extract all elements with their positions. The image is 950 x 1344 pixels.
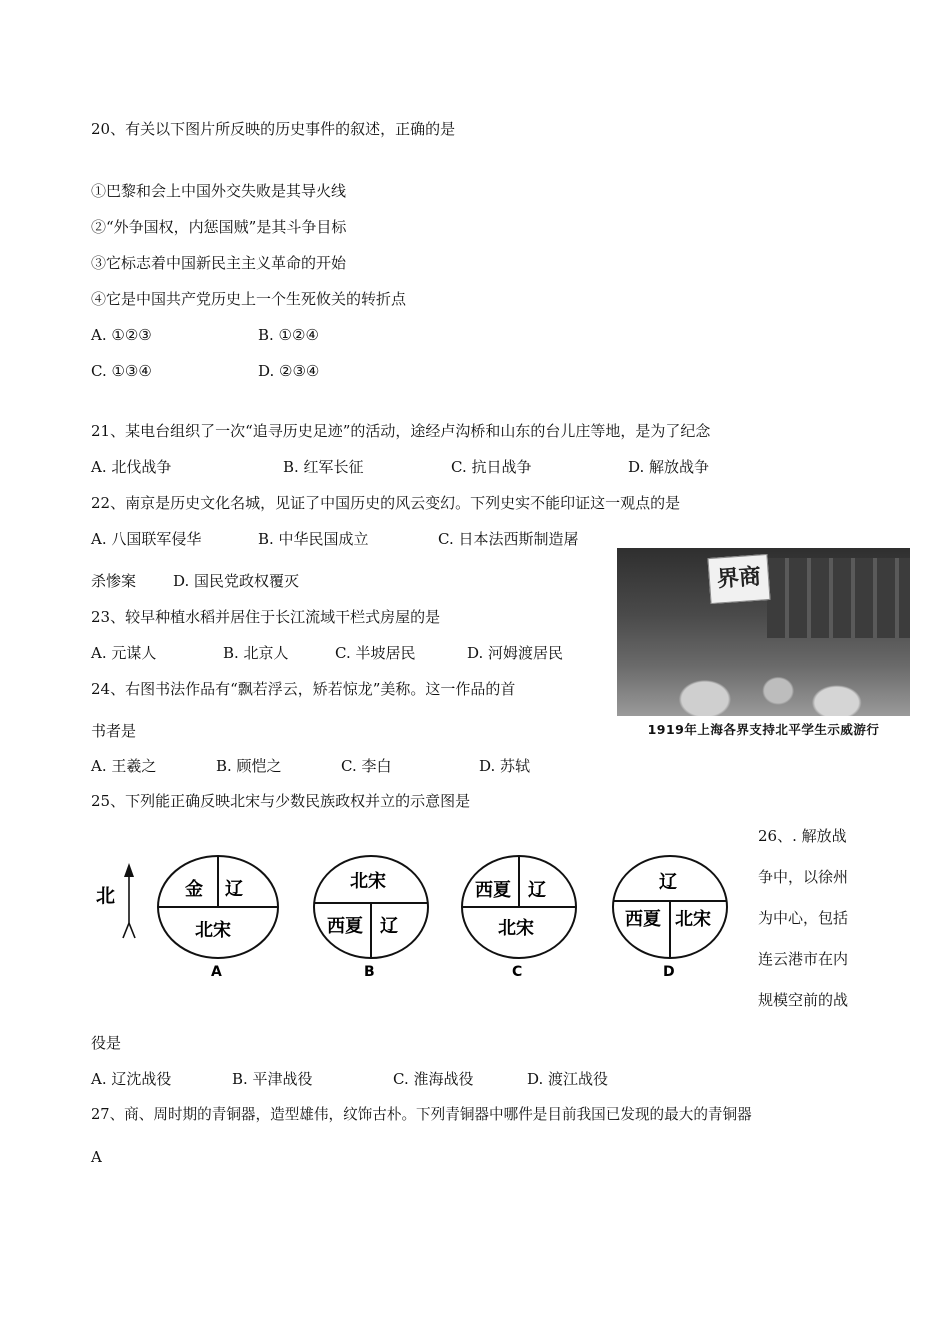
diagram-b-bottom-right: 辽	[380, 916, 398, 937]
q27-option-a: A	[91, 1148, 102, 1166]
q24-stem-2: 书者是	[91, 722, 137, 740]
q22-option-d: D. 国民党政权覆灭	[173, 572, 300, 590]
q22-stem: 22、南京是历史文化名城，见证了中国历史的风云变幻。下列史实不能印证这一观点的是	[91, 494, 681, 512]
q25-diagrams	[88, 845, 748, 985]
q26-stem-3: 为中心，包括	[758, 909, 849, 927]
diagram-b	[314, 856, 428, 980]
photo-banner: 界商	[707, 554, 770, 604]
q24-option-a: A. 王羲之	[91, 757, 157, 775]
q20-option-a: A. ①②③	[91, 326, 152, 344]
q23-option-c: C. 半坡居民	[335, 644, 416, 662]
diagram-a-top-right: 辽	[225, 879, 243, 900]
q26-stem-5: 规模空前的战	[758, 991, 849, 1009]
q22-option-c-cont: 杀惨案	[91, 572, 137, 590]
q23-stem: 23、较早种植水稻并居住于长江流域干栏式房屋的是	[91, 608, 441, 626]
diagram-d-top: 辽	[659, 872, 677, 893]
q21-option-a: A. 北伐战争	[91, 458, 172, 476]
q26-option-c: C. 淮海战役	[393, 1070, 474, 1088]
photo-building	[767, 558, 910, 638]
diagram-d-label: D	[663, 964, 675, 980]
q26-option-a: A. 辽沈战役	[91, 1070, 172, 1088]
diagram-d-bottom-left: 西夏	[625, 909, 661, 930]
q21-option-b: B. 红军长征	[283, 458, 364, 476]
q20-item-4: ④它是中国共产党历史上一个生死攸关的转折点	[91, 290, 407, 308]
q21-option-c: C. 抗日战争	[451, 458, 532, 476]
q21-stem: 21、某电台组织了一次“追寻历史足迹”的活动，途经卢沟桥和山东的台儿庄等地，是为了纪念	[91, 422, 711, 440]
q20-option-d: D. ②③④	[258, 362, 320, 380]
q26-stem-4: 连云港市在内	[758, 950, 849, 968]
may-fourth-photo	[617, 548, 910, 744]
q24-option-d: D. 苏轼	[479, 757, 531, 775]
diagram-c	[462, 856, 576, 980]
q20-option-b: B. ①②④	[258, 326, 319, 344]
diagram-d	[613, 856, 727, 980]
q22-option-b: B. 中华民国成立	[258, 530, 369, 548]
q26-option-d: D. 渡江战役	[527, 1070, 609, 1088]
diagram-c-top-right: 辽	[528, 880, 546, 901]
q23-option-a: A. 元谋人	[91, 644, 157, 662]
diagram-c-bottom: 北宋	[498, 918, 534, 939]
diagram-b-bottom-left: 西夏	[327, 916, 363, 937]
diagram-a-bottom: 北宋	[195, 920, 231, 941]
diagram-b-label: B	[364, 964, 375, 980]
q26-option-b: B. 平津战役	[232, 1070, 313, 1088]
photo-image	[617, 548, 910, 716]
q24-option-c: C. 李白	[341, 757, 392, 775]
north-label: 北	[96, 885, 116, 907]
photo-caption: 1919年上海各界支持北平学生示威游行	[647, 722, 880, 737]
diagram-c-top-left: 西夏	[475, 880, 511, 901]
q27-stem: 27、商、周时期的青铜器，造型雄伟，纹饰古朴。下列青铜器中哪件是目前我国已发现的最大的青铜器	[91, 1106, 752, 1123]
q25-stem: 25、下列能正确反映北宋与少数民族政权并立的示意图是	[91, 792, 471, 810]
diagram-a-top-left: 金	[185, 879, 203, 900]
q26-stem-2: 争中，以徐州	[758, 868, 849, 886]
q22-option-c: C. 日本法西斯制造屠	[438, 530, 579, 548]
diagram-a-label: A	[211, 964, 222, 980]
q23-option-d: D. 河姆渡居民	[467, 644, 564, 662]
q20-item-3: ③它标志着中国新民主主义革命的开始	[91, 254, 347, 272]
diagram-b-top: 北宋	[350, 871, 386, 892]
q26-stem-1: 26、. 解放战	[758, 827, 847, 845]
q20-item-1: ①巴黎和会上中国外交失败是其导火线	[91, 182, 347, 200]
q23-option-b: B. 北京人	[223, 644, 289, 662]
north-arrow-icon	[123, 863, 135, 938]
q24-stem-1: 24、右图书法作品有“飘若浮云，矫若惊龙”美称。这一作品的首	[91, 680, 516, 698]
diagram-d-bottom-right: 北宋	[675, 909, 711, 930]
diagram-c-label: C	[512, 964, 523, 980]
q21-option-d: D. 解放战争	[628, 458, 710, 476]
q24-option-b: B. 顾恺之	[216, 757, 282, 775]
q20-stem: 20、有关以下图片所反映的历史事件的叙述，正确的是	[91, 120, 456, 138]
diagram-a	[158, 856, 278, 980]
q22-option-a: A. 八国联军侵华	[91, 530, 202, 548]
q20-item-2: ②“外争国权，内惩国贼”是其斗争目标	[91, 218, 347, 236]
q20-option-c: C. ①③④	[91, 362, 152, 380]
q26-stem-end: 役是	[91, 1034, 122, 1052]
